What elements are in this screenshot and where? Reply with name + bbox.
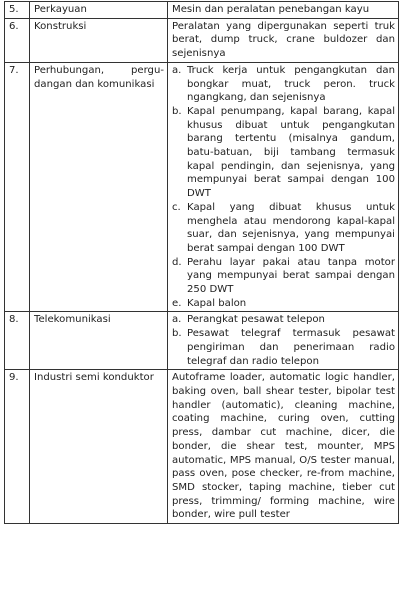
row-number: 7. <box>5 62 30 312</box>
list-text: Perangkat pesawat telepon <box>187 314 325 326</box>
row-number: 6. <box>5 18 30 62</box>
table-row <box>5 312 399 370</box>
row-number: 9. <box>5 370 30 524</box>
sector-description <box>168 312 399 370</box>
list-marker: c. <box>172 201 181 213</box>
sector-description: Peralatan yang dipergunakan seperti truk berat, dump truck, crane buldozer dan sejenisnya <box>168 18 399 62</box>
list-item <box>172 313 395 327</box>
sector-name: Industri semi konduktor <box>30 370 168 524</box>
asset-category-table <box>4 1 399 524</box>
list-text: Perahu layar pakai atau tanpa motor yang mempunyai berat sampai dengan 250 DWT <box>187 256 395 296</box>
sector-description: Autoframe loader, automatic logic handler, baking oven, ball shear tester, bipolar test handler (automatic), cleaning machine, coating machine, curing oven, cutting press, dambar cut machine, dicer, die bonder, die shear test, mounter, MPS automatic, MPS manual, O/S tester manual, pass oven, pose checker, re-from machine, SMD stocker, taping machine, tieber cut press, trimming/ forming machine, wire bonder, wire pull tester <box>168 370 399 524</box>
table-row <box>5 2 399 19</box>
sector-name: Telekomunikasi <box>30 312 168 370</box>
sector-name-part: pergu- <box>130 64 164 76</box>
list-marker: b. <box>172 328 182 340</box>
list-item <box>172 105 395 201</box>
list-item <box>172 297 395 311</box>
list-item <box>172 327 395 368</box>
table-row <box>5 62 399 312</box>
sector-description <box>168 62 399 312</box>
sector-name-line: dangan dan komunikasi <box>34 78 155 90</box>
list-item <box>172 201 395 256</box>
list-text: Pesawat telegraf termasuk pesawat pengiriman dan penerimaan radio telegraf dan radio telepon <box>187 328 395 367</box>
list-marker: a. <box>172 314 182 326</box>
sector-description: Mesin dan peralatan penebangan kayu <box>168 2 399 19</box>
list-text: Kapal balon <box>187 297 247 309</box>
row-number: 8. <box>5 312 30 370</box>
row-number: 5. <box>5 2 30 19</box>
table-row <box>5 18 399 62</box>
list-item <box>172 256 395 297</box>
list-text: Kapal yang dibuat khusus untuk menghela atau mendorong kapal-kapal suar, dan sejenisnya, yang mempunyai berat sampai dengan 100 DWT <box>187 201 395 254</box>
list-text: Truck kerja untuk pengangkutan dan bongkar muat, truck peron. truck ngangkang, dan sejenisnya <box>187 64 395 104</box>
list-marker: e. <box>172 297 182 309</box>
sector-name: Perkayuan <box>30 2 168 19</box>
list-marker: a. <box>172 64 182 76</box>
list-text: Kapal penumpang, kapal barang, kapal khusus dibuat untuk pengangkutan barang tertentu (misalnya gandum, batu-batuan, biji tambang termasuk kapal pendingin, dan sejenisnya, yang mempunyai berat sampai dengan 100 DWT <box>187 105 395 200</box>
sector-name-line <box>34 64 164 78</box>
list-marker: d. <box>172 256 182 268</box>
table-row <box>5 370 399 524</box>
sector-name: Konstruksi <box>30 18 168 62</box>
list-marker: b. <box>172 105 182 117</box>
sector-name-part: Perhubungan, <box>34 64 105 76</box>
list-item <box>172 64 395 105</box>
item-list <box>172 64 395 311</box>
sector-name <box>30 62 168 312</box>
item-list <box>172 313 395 368</box>
